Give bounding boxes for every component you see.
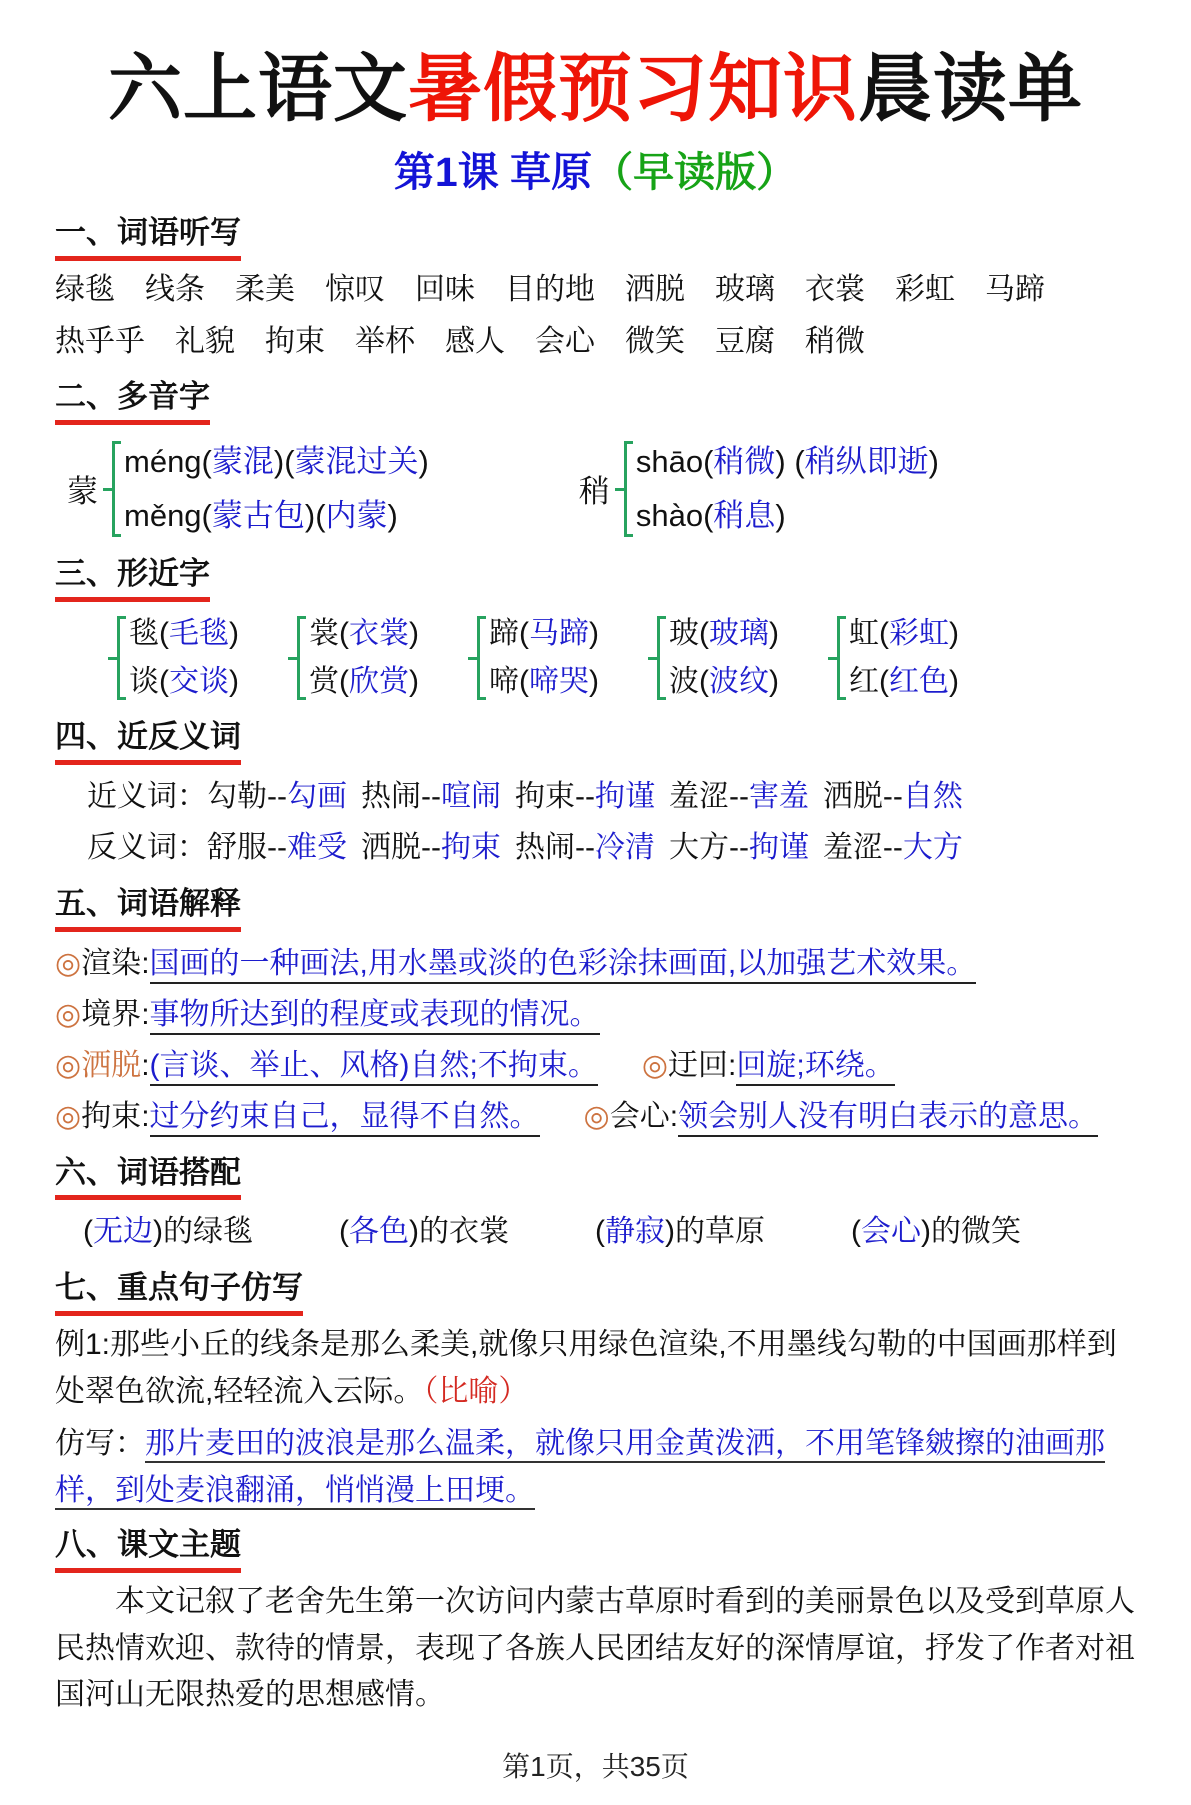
collocation-blank: 无边 [93,1215,153,1249]
section-heading-5-text: 五、词语解释 [55,883,241,932]
example-word: 欣赏 [349,664,409,698]
example-word: 蒙混 [211,443,274,479]
paren: ( [699,664,709,698]
green-brace [113,616,125,700]
paren: ) [775,497,786,533]
similar-char-line [489,610,599,658]
pair-right: 勾画 [286,779,347,813]
polyphonic-readings [124,435,429,544]
dictation-words-line-2: 热乎乎 礼貌 拘束 举杯 感人 会心 微笑 豆腐 稍微 [55,325,865,359]
polyphonic-base-char: 蒙 [67,474,98,510]
paren: ) [589,616,599,650]
example-word: 红色 [889,664,949,698]
section-polyphonic-chars [55,376,1136,543]
paren: ( [879,616,889,650]
word-pair [361,831,501,864]
word-pair [207,780,347,813]
collocation-row [83,1206,1136,1257]
example-word: 啼哭 [529,664,589,698]
colon: : [669,1099,679,1133]
colon: : [141,997,150,1031]
definition-row [55,1040,1136,1091]
definition-term: 迂回 [668,1048,729,1082]
section-heading-5 [55,883,1136,932]
pair-right: 大方 [902,830,963,864]
paren: ( [339,1215,349,1249]
section-heading-4 [55,716,1136,765]
similar-pair-lines [849,610,959,706]
definition-item [55,938,976,989]
paren: ( [519,664,529,698]
pair-right: 拘谨 [594,779,655,813]
bullet-icon: ◎ [55,1048,82,1082]
char: 波 [669,664,699,698]
char: 虹 [849,616,879,650]
similar-char-line [849,610,959,658]
green-brace [653,616,665,700]
pair-right: 喧闹 [440,779,501,813]
definition-row [55,1091,1136,1142]
bullet-icon: ◎ [55,997,82,1031]
pinyin: méng( [124,443,212,479]
word-pair [515,831,655,864]
pair-right: 拘束 [440,830,501,864]
word-pair [823,831,963,864]
section-heading-8-text: 八、课文主题 [55,1524,241,1573]
similar-pair [293,610,419,706]
definition-item [55,989,600,1040]
paren: )( [273,443,295,479]
example-word: 波纹 [709,664,769,698]
section-word-dictation [55,212,1136,366]
paren: )( [304,497,326,533]
bullet-icon: ◎ [55,946,82,980]
dictation-words-line-1: 绿毯 线条 柔美 惊叹 回味 目的地 洒脱 玻璃 衣裳 彩虹 马蹄 [55,272,1045,306]
definition-text: 国画的一种画法,用水墨或淡的色彩涂抹画面,以加强艺术效果。 [150,947,977,984]
paren: ) [409,664,419,698]
definition-item [584,1091,1099,1142]
polyphonic-base-char: 稍 [578,474,610,510]
similar-pair-lines [129,610,239,706]
pair-left: 羞涩-- [668,779,749,813]
colon: : [141,1099,150,1133]
collocation-noun: 的衣裳 [419,1215,509,1249]
pair-left: 羞涩-- [822,830,903,864]
imitation-label: 仿写： [55,1427,145,1461]
colon: : [141,1048,150,1082]
collocation-noun: 的微笑 [931,1215,1021,1249]
antonym-line [87,822,1136,873]
collocation-item [83,1206,253,1257]
paren: ( [339,664,349,698]
colon: : [141,946,150,980]
example-word: 彩虹 [889,616,949,650]
word-pair [207,831,347,864]
rhetoric-tag: （比喻） [423,1374,529,1408]
similar-pair [653,610,779,706]
word-pair [669,780,809,813]
paren: ( [339,616,349,650]
definition-term: 会心 [609,1099,670,1133]
pair-right: 害羞 [748,779,809,813]
definition-item [55,1091,540,1142]
similar-chars-row [113,610,1136,706]
lesson-subtitle [55,139,1136,198]
example-word: 稍纵即逝 [804,443,929,479]
collocation-noun: 的绿毯 [163,1215,253,1249]
section-heading-2 [55,376,1136,425]
definition-term: 境界 [81,997,142,1031]
section-heading-1 [55,212,1136,261]
paren: ) [665,1215,675,1249]
similar-char-line [489,658,599,706]
paren: ( [159,616,169,650]
green-brace [108,441,120,538]
pair-left: 洒脱-- [822,779,903,813]
section-heading-1-text: 一、词语听写 [55,212,241,261]
similar-char-line [669,658,779,706]
similar-pair-lines [309,610,419,706]
pair-right: 拘谨 [748,830,809,864]
section-heading-2-text: 二、多音字 [55,376,210,425]
paren: ( [851,1215,861,1249]
collocation-item [851,1206,1021,1257]
example-word: 交谈 [169,664,229,698]
definition-item [55,1040,598,1091]
section-heading-3-text: 三、形近字 [55,553,210,602]
reading-line [636,489,939,543]
imitation-sentence [55,1421,1136,1514]
word-pair [823,780,963,813]
paren: ) [418,443,429,479]
paren: ) [229,664,239,698]
similar-pair-lines [669,610,779,706]
collocation-blank: 各色 [349,1215,409,1249]
example-word: 蒙混过关 [294,443,419,479]
section-heading-6-text: 六、词语搭配 [55,1152,241,1201]
definition-item [642,1040,895,1091]
char: 毯 [129,616,159,650]
example-word: 稍息 [713,497,776,533]
paren: ) [928,443,939,479]
bullet-icon: ◎ [583,1099,610,1133]
collocation-blank: 会心 [861,1215,921,1249]
pinyin: měng( [124,497,212,533]
char: 玻 [669,616,699,650]
green-brace [833,616,845,700]
polyphonic-row [67,435,1136,544]
section-heading-8 [55,1524,1136,1573]
bullet-icon: ◎ [55,1099,82,1133]
green-brace [473,616,485,700]
definition-text: 过分约束自己，显得不自然。 [150,1100,540,1137]
reading-line [124,435,429,489]
definition-term: 渲染 [81,946,142,980]
paren: ) [921,1215,931,1249]
paren: ( [519,616,529,650]
similar-char-line [309,610,419,658]
collocation-blank: 静寂 [605,1215,665,1249]
word-pair [515,780,655,813]
paren: ) [949,616,959,650]
pinyin: shào( [635,497,714,533]
collocation-item [339,1206,509,1257]
paren: ) [409,616,419,650]
char: 谈 [129,664,159,698]
section-collocations [55,1152,1136,1258]
pair-left: 洒脱-- [360,830,441,864]
example-word: 衣裳 [349,616,409,650]
paren: ) [387,497,398,533]
paren: ( [699,616,709,650]
char: 裳 [309,616,339,650]
antonym-label: 反义词： [87,830,207,864]
page-number: 第1页，共35页 [502,1750,689,1782]
page-title [55,48,1136,131]
synonym-line [87,771,1136,822]
definition-row [55,938,1136,989]
char: 红 [849,664,879,698]
paren: ) [769,664,779,698]
lesson-name: 第1课 草原 [393,148,593,195]
similar-char-line [669,610,779,658]
edition-tag: （早读版） [592,148,798,195]
definition-term: 洒脱 [81,1048,142,1082]
paren: ( [879,664,889,698]
green-brace [620,441,632,538]
theme-paragraph: 本文记叙了老舍先生第一次访问内蒙古草原时看到的美丽景色以及受到草原人民热情欢迎、款待的情景，表现了各族人民团结友好的深情厚谊，抒发了作者对祖国河山无限热爱的思想感情。 [55,1585,1135,1712]
similar-char-line [129,610,239,658]
definition-term: 拘束 [81,1099,142,1133]
similar-pair-lines [489,610,599,706]
example-word: 毛毯 [169,616,229,650]
imitation-text: 那片麦田的波浪是那么温柔，就像只用金黄泼洒，不用笔锋皴擦的油画那样，到处麦浪翻涌，悄悄漫上田埂。 [55,1427,1105,1507]
paren: ) [769,616,779,650]
polyphonic-readings [636,435,939,544]
section-heading-4-text: 四、近反义词 [55,716,241,765]
paren: ) [409,1215,419,1249]
paren: ) ( [775,443,805,479]
section-heading-6 [55,1152,1136,1201]
word-pair [669,831,809,864]
section-heading-7-text: 七、重点句子仿写 [55,1267,303,1316]
similar-pair [833,610,959,706]
section-heading-7 [55,1267,1136,1316]
similar-char-line [849,658,959,706]
definition-text: 领会别人没有明白表示的意思。 [678,1100,1098,1137]
similar-char-line [309,658,419,706]
definition-text: (言谈、举止、风格)自然;不拘束。 [150,1049,598,1086]
pair-left: 舒服-- [207,830,287,864]
green-brace [293,616,305,700]
polyphonic-group-shao [579,435,939,544]
char: 赏 [309,664,339,698]
synonym-label: 近义词： [87,779,207,813]
reading-line [124,489,429,543]
section-word-definitions [55,883,1136,1142]
pair-left: 拘束-- [514,779,595,813]
definition-text: 事物所达到的程度或表现的情况。 [150,998,600,1035]
pair-right: 难受 [286,830,347,864]
char: 蹄 [489,616,519,650]
pair-left: 热闹-- [514,830,595,864]
collocation-noun: 的草原 [675,1215,765,1249]
colon: : [728,1048,737,1082]
example-text: 例1:那些小丘的线条是那么柔美,就像只用绿色渲染,不用墨线勾勒的中国画那样到处翠色欲流,轻轻流入云际。 [55,1328,1117,1408]
pair-left: 勾勒-- [207,779,287,813]
example-word: 蒙古包 [211,497,305,533]
word-pair [361,780,501,813]
title-part-black-2: 晨读单 [858,47,1083,130]
paren: ) [153,1215,163,1249]
collocation-item [595,1206,765,1257]
paren: ( [83,1215,93,1249]
example-word: 内蒙 [325,497,388,533]
paren: ) [589,664,599,698]
title-part-red: 暑假预习知识 [408,47,858,130]
section-synonyms-antonyms [55,716,1136,873]
section-similar-chars [55,553,1136,706]
example-word: 稍微 [713,443,776,479]
pair-right: 自然 [902,779,963,813]
title-part-black-1: 六上语文 [108,47,408,130]
polyphonic-group-meng [67,435,429,544]
section-text-theme [55,1524,1136,1718]
pair-right: 冷清 [594,830,655,864]
example-word: 玻璃 [709,616,769,650]
section-sentence-imitation [55,1267,1136,1514]
similar-pair [473,610,599,706]
example-word: 马蹄 [529,616,589,650]
similar-char-line [129,658,239,706]
section-heading-3 [55,553,1136,602]
paren: ) [229,616,239,650]
definition-row [55,989,1136,1040]
pair-left: 热闹-- [360,779,441,813]
similar-pair [113,610,239,706]
example-sentence [55,1322,1136,1415]
pinyin: shāo( [635,443,714,479]
char: 啼 [489,664,519,698]
paren: ( [595,1215,605,1249]
reading-line [636,435,939,489]
pair-left: 大方-- [668,830,749,864]
bullet-icon: ◎ [641,1048,669,1082]
paren: ) [949,664,959,698]
definition-text: 回旋;环绕。 [736,1049,894,1086]
paren: ( [159,664,169,698]
